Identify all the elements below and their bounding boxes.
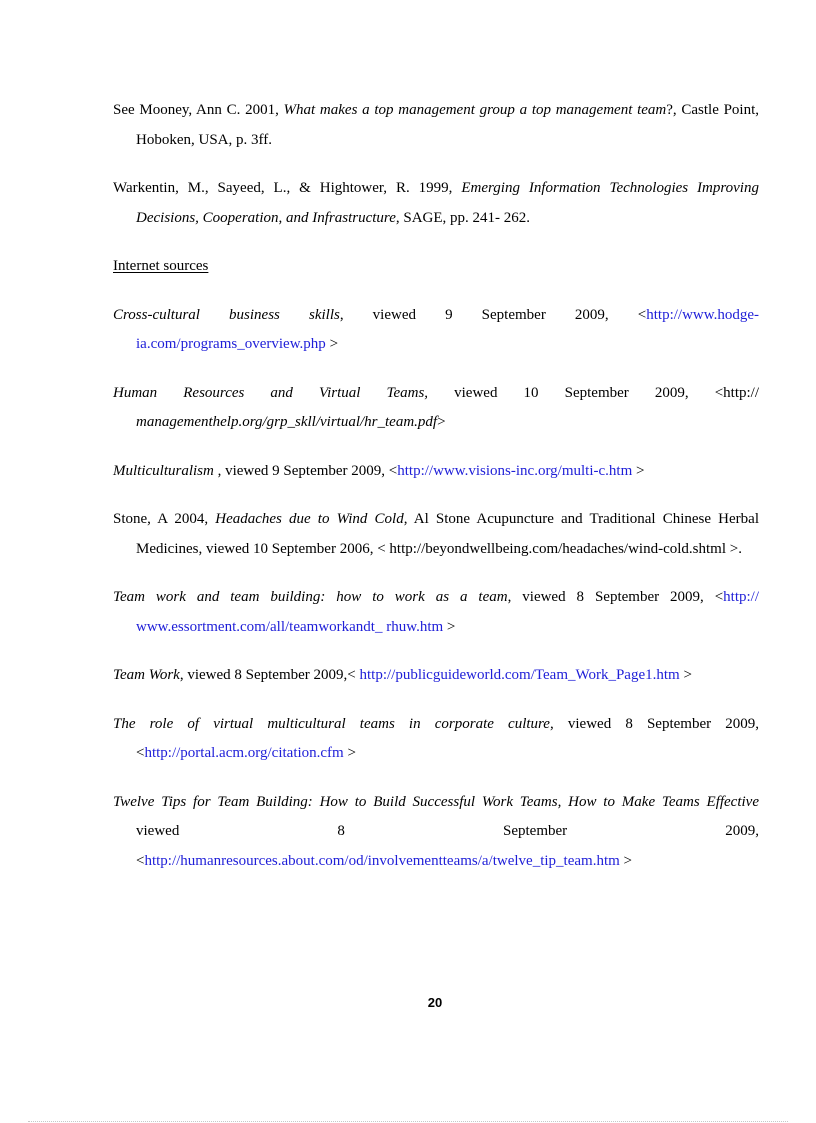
source-cross-cultural-middle: , viewed 9 September 2009, < <box>339 306 647 323</box>
source-team-work-building-link[interactable]: http:// www.essortment.com/all/teamworkandt_ rhuw.htm <box>136 589 760 635</box>
references-list <box>113 96 759 895</box>
source-role-virtual-end: > <box>343 745 356 761</box>
source-multiculturalism-title: Multiculturalism <box>113 462 214 479</box>
source-cross-cultural-title: Cross-cultural business skills <box>113 306 340 323</box>
page-number: 20 <box>427 995 443 1010</box>
page-bottom-divider <box>28 1121 788 1122</box>
source-team-work-title: Team Work <box>113 667 180 683</box>
source-team-work-link[interactable]: http://publicguideworld.com/Team_Work_Page1.htm <box>359 667 680 683</box>
source-stone-title: Headaches due to Wind Cold <box>215 511 404 527</box>
reference-warkentin-suffix: , SAGE, pp. 241- 262. <box>395 209 531 226</box>
source-multiculturalism-link[interactable]: http://www.visions-inc.org/multi-c.htm <box>397 462 633 479</box>
source-role-virtual-link[interactable]: http://portal.acm.org/citation.cfm <box>144 745 344 761</box>
source-stone-prefix: Stone, A 2004, <box>113 511 216 527</box>
reference-warkentin <box>113 174 759 233</box>
source-human-resources-title: Human Resources and Virtual Teams, <box>113 384 429 401</box>
reference-warkentin-prefix: Warkentin, M., Sayeed, L., & Hightower, R. 1999, <box>113 180 462 196</box>
source-multiculturalism-middle: , viewed 9 September 2009, < <box>213 462 398 479</box>
reference-warkentin-title: Emerging Information Technologies Improving Decisions, Cooperation, and Infrastructure <box>136 180 759 226</box>
source-team-work-building-middle: , viewed 8 September 2009, < <box>507 589 724 605</box>
reference-mooney-prefix: See Mooney, Ann C. 2001, <box>113 102 284 118</box>
reference-mooney-title: What makes a top management group a top management team <box>283 102 667 118</box>
source-cross-cultural-link[interactable]: http://www.hodge-ia.com/programs_overview.php <box>136 306 759 352</box>
source-team-work-end: > <box>679 667 692 683</box>
source-twelve-tips-title: Twelve Tips for Team Building: How to Build Successful Work Teams, How to Make Teams Effective <box>113 793 759 810</box>
source-twelve-tips <box>113 788 759 877</box>
source-multiculturalism-end: > <box>632 462 645 479</box>
source-twelve-tips-end: > <box>619 852 632 869</box>
source-cross-cultural <box>113 301 759 360</box>
reference-mooney <box>113 96 759 155</box>
source-role-virtual-middle: , viewed 8 September 2009, < <box>136 715 760 761</box>
source-team-work-building-end: > <box>443 618 456 635</box>
source-human-resources-link: managementhelp.org/grp_skll/virtual/hr_team.pdf <box>136 414 438 430</box>
internet-sources-heading: Internet sources <box>113 258 209 274</box>
source-cross-cultural-end: > <box>325 336 339 352</box>
source-team-work-building-title: Team work and team building: how to work as a team <box>113 589 508 605</box>
source-stone <box>113 505 759 564</box>
source-human-resources-end: > <box>437 414 446 430</box>
source-stone-suffix: , Al Stone Acupuncture and Traditional Chinese Herbal Medicines, viewed 10 September 2006, < http://beyondwellbeing.com/headaches/wind-cold.shtml >. <box>136 511 759 557</box>
source-human-resources <box>113 379 759 438</box>
reference-mooney-suffix: ?, Castle Point, Hoboken, USA, p. 3ff. <box>136 102 759 148</box>
source-twelve-tips-link[interactable]: http://humanresources.about.com/od/involvementteams/a/twelve_tip_team.htm <box>144 852 620 869</box>
source-multiculturalism <box>113 457 759 487</box>
source-role-virtual-title: The role of virtual multicultural teams in corporate culture <box>113 715 550 732</box>
source-role-virtual <box>113 710 759 769</box>
source-team-work-building <box>113 583 759 642</box>
source-human-resources-middle: viewed 10 September 2009, <http:// <box>428 384 759 401</box>
source-team-work <box>113 661 759 691</box>
source-team-work-middle: , viewed 8 September 2009,< <box>179 667 360 683</box>
source-twelve-tips-middle: viewed 8 September 2009, < <box>136 823 759 869</box>
